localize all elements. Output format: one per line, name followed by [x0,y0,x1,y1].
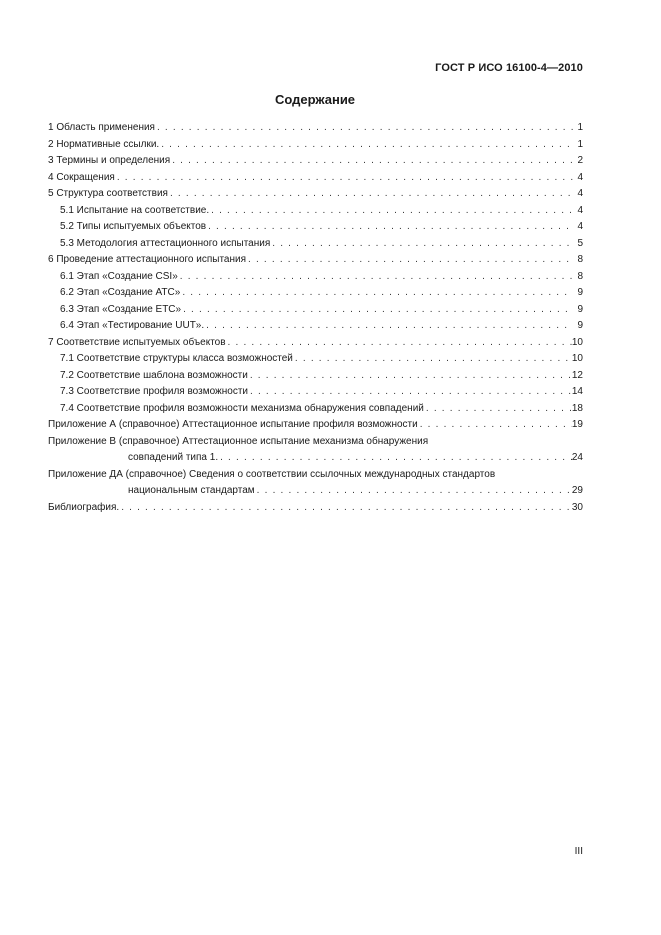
toc-entry-page: 4 [577,188,583,199]
toc-entry-page: 1 [577,122,583,133]
standard-designation: ГОСТ Р ИСО 16100-4—2010 [435,62,583,74]
toc-entry-label: 6.1 Этап «Создание CSI» [60,270,178,282]
toc-entry[interactable] [48,170,583,187]
toc-subentry[interactable] [48,219,583,236]
page-number: III [574,846,583,857]
toc-leader-dots [246,252,573,269]
toc-entry-label: Приложение ДА (справочное) Сведения о соответствии ссылочных международных стандартов [48,468,496,480]
toc-subentry[interactable] [48,269,583,286]
toc-entry-page: 10 [571,353,583,364]
toc-leader-dots [209,203,573,220]
toc-entry-label: Библиография. [48,501,120,513]
toc-title: Содержание [274,92,356,107]
toc-entry-label: 5 Структура соответствия [48,188,168,199]
toc-entry-page: 24 [571,452,583,463]
toc-entry-label: 6.3 Этап «Создание ETC» [60,303,182,315]
toc-leader-dots [119,500,572,517]
toc-leader-dots [204,318,573,335]
toc-entry-bibliography[interactable] [48,500,583,517]
toc-entry-label: 7.4 Соответствие профиля возможности механизма обнаружения совпадений [60,402,424,414]
toc-leader-dots [206,219,573,236]
toc-entry-label: 4 Сокращения [48,171,115,183]
toc-entry[interactable] [48,186,583,203]
toc-entry-label: 5.2 Типы испытуемых объектов [60,221,207,232]
toc-entry-page: 9 [577,303,583,315]
toc-leader-dots [226,335,572,352]
toc-entry-label: 6.4 Этап «Тестирование UUT». [60,320,205,331]
toc-entry-page: 29 [571,485,583,496]
toc-entry-label-continuation: национальным стандартам [128,485,255,496]
toc-leader-dots [418,417,572,434]
toc-leader-dots [218,450,572,467]
toc-entry-label: 5.3 Методология аттестационного испытания [60,237,271,249]
toc-leader-dots [180,285,573,302]
toc-subentry[interactable] [48,368,583,385]
toc-entry-page: 30 [571,501,583,513]
toc-entry[interactable] [48,335,583,352]
toc-subentry[interactable] [48,351,583,368]
toc-annex-entry[interactable] [48,417,583,434]
toc-entry-label: Приложение А (справочное) Аттестационное испытание профиля возможности [48,419,418,430]
toc-leader-dots [270,236,573,253]
toc-entry-page: 4 [577,221,583,232]
toc-entry-page: 8 [577,254,583,265]
toc-leader-dots [170,153,573,170]
toc-entry-page: 4 [577,204,583,216]
toc-entry-page: 19 [571,419,583,430]
toc-entry[interactable] [48,252,583,269]
toc-entry-label: 7.1 Соответствие структуры класса возможностей [60,353,293,364]
toc-entry-page: 9 [577,287,583,298]
toc-leader-dots [178,269,573,286]
toc-entry-page: 10 [571,336,583,348]
toc-entry-page: 12 [571,369,583,381]
toc-leader-dots [181,302,573,319]
toc-leader-dots [255,483,572,500]
toc-entry-label: 1 Область применения [48,122,155,133]
toc-leader-dots [159,137,573,154]
toc-entry-page: 8 [577,270,583,282]
toc-leader-dots [155,120,573,137]
toc-entry[interactable] [48,153,583,170]
toc-annex-entry-continuation[interactable] [48,450,583,467]
toc-entry-label: 6 Проведение аттестационного испытания [48,254,247,265]
toc-entry-page: 14 [571,386,583,397]
toc-annex-entry[interactable] [48,434,583,451]
toc-leader-dots [424,401,572,418]
toc-subentry[interactable] [48,203,583,220]
table-of-contents [48,120,583,516]
toc-annex-entry-continuation[interactable] [48,483,583,500]
toc-entry[interactable] [48,137,583,154]
toc-subentry[interactable] [48,302,583,319]
toc-entry-label: Приложение В (справочное) Аттестационное испытание механизма обнаружения [48,435,429,447]
toc-leader-dots [115,170,573,187]
toc-entry-label: 2 Нормативные ссылки. [48,138,160,150]
toc-entry-label: 7 Соответствие испытуемых объектов [48,336,226,348]
toc-entry-page: 2 [577,155,583,166]
toc-entry-label: 5.1 Испытание на соответствие. [60,204,210,216]
toc-entry[interactable] [48,120,583,137]
toc-subentry[interactable] [48,285,583,302]
toc-entry-label: 3 Термины и определения [48,155,171,166]
toc-entry-page: 4 [577,171,583,183]
toc-entry-page: 9 [577,320,583,331]
toc-entry-page: 5 [577,237,583,249]
toc-annex-entry[interactable] [48,467,583,484]
toc-entry-page: 1 [577,138,583,150]
toc-leader-dots [248,384,572,401]
toc-entry-label: 7.3 Соответствие профиля возможности [60,386,248,397]
toc-subentry[interactable] [48,401,583,418]
toc-entry-label: 7.2 Соответствие шаблона возможности [60,369,248,381]
toc-subentry[interactable] [48,384,583,401]
toc-entry-page: 18 [571,402,583,414]
toc-subentry[interactable] [48,236,583,253]
toc-leader-dots [293,351,572,368]
toc-subentry[interactable] [48,318,583,335]
toc-entry-label: 6.2 Этап «Создание АТС» [60,287,181,298]
toc-leader-dots [168,186,573,203]
toc-leader-dots [248,368,572,385]
toc-entry-label-continuation: совпадений типа 1. [128,452,219,463]
